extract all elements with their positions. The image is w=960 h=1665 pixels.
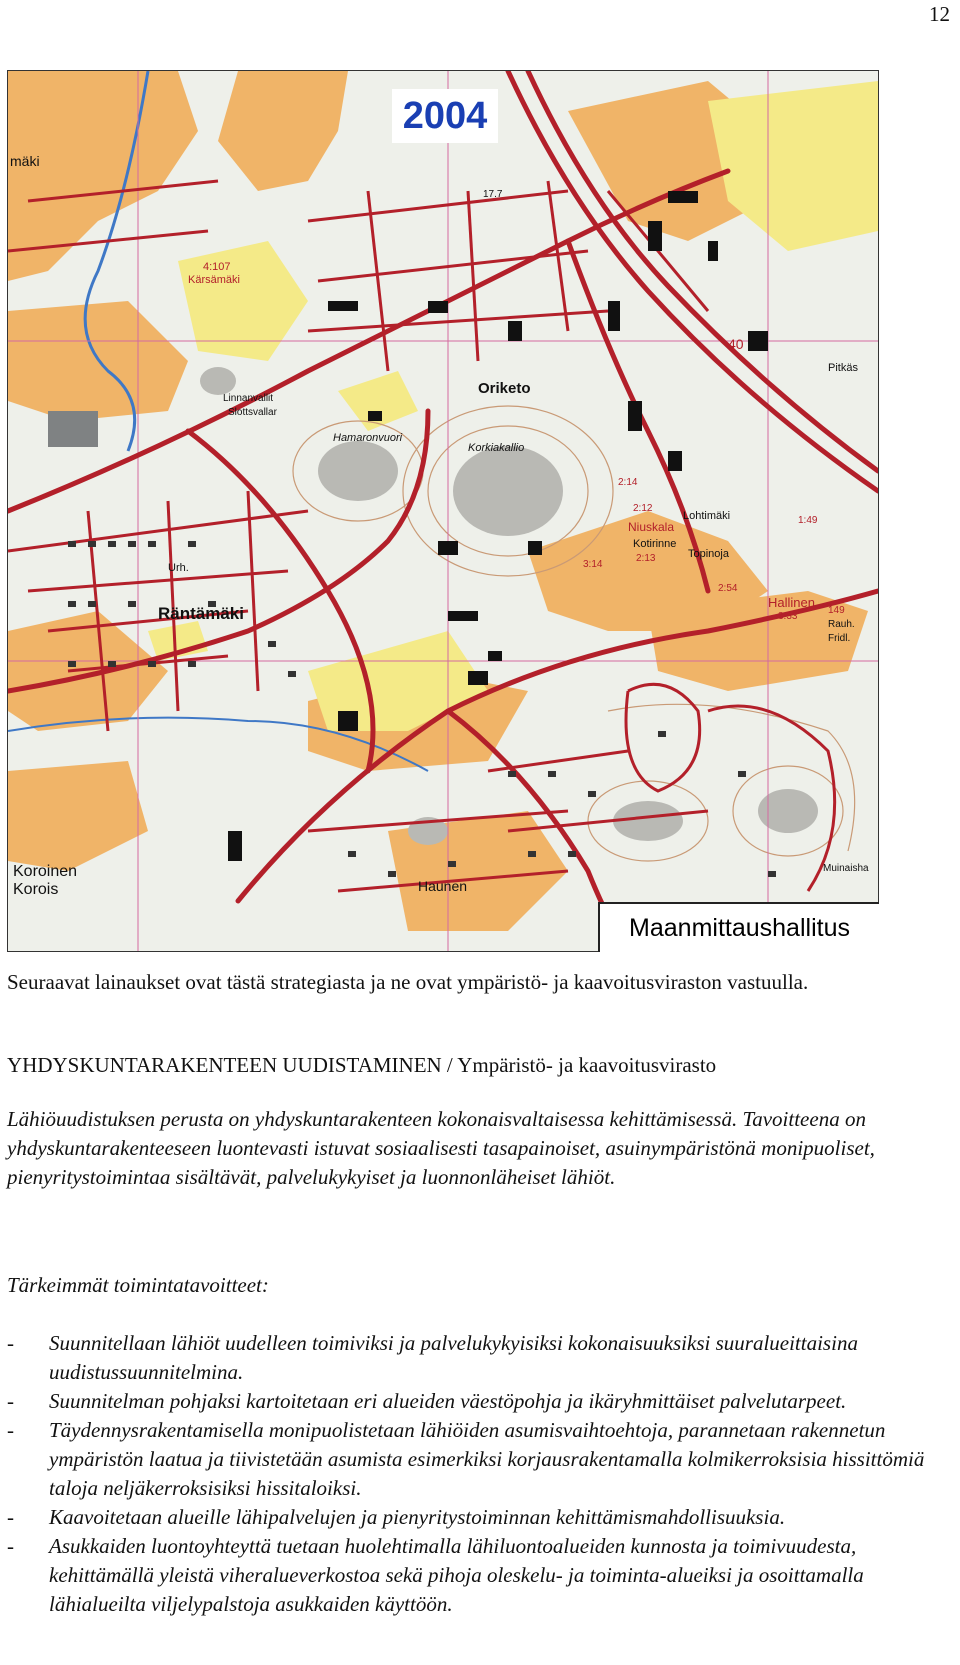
label-height-333: 3:33: [778, 611, 798, 622]
label-hallinen: Hallinen: [768, 595, 815, 610]
label-niuskala: Niuskala: [628, 520, 675, 534]
bullet-marker: -: [7, 1534, 14, 1558]
label-kotirinne: Kotirinne: [633, 538, 677, 550]
goal-text: Suunnitelman pohjaksi kartoitetaan eri alueiden väestöpohja ja ikäryhmittäiset palvelutarpeet.: [49, 1389, 847, 1413]
goal-text: Asukkaiden luontoyhteyttä tuetaan huolehtimalla lähiluontoalueiden kunnosta ja toimivuudesta, kehittämällä yleistä viheralueverkostoa sekä pihoja oleskelu- ja toiminta-alueiksi ja osoittamalla lähialueilta viljelypalstoja asukkaiden käyttöön.: [49, 1534, 864, 1616]
topographic-map: [7, 70, 879, 952]
label-korkiakallio: Korkiakallio: [468, 442, 525, 454]
paragraph-1: Lähiöuudistuksen perusta on yhdyskuntarakenteen kokonaisvaltaisessa kehittämisessä. Tavoitteena on yhdyskuntarakenteeseen luontevasti istuvat sosiaalisesti tasapainoiset, asuinympäristönä monipuoliset, pienyritystoimintaa sisältävät, palvelukykyiset ja luonnonläheiset lähiöt.: [7, 1107, 875, 1189]
label-height-214: 2:14: [618, 477, 638, 488]
goal-text: Suunnitellaan lähiöt uudelleen toimiviksi ja palvelukykyisiksi kokonaisuuksiksi suuralueittaisina uudistussuunnitelmina.: [49, 1331, 858, 1384]
label-linnanvallit: Linnanvallit: [223, 393, 274, 404]
goal-item: [7, 1532, 952, 1619]
label-koroinen: Koroinen: [13, 863, 78, 880]
label-height-314: 3:14: [583, 559, 603, 570]
label-oriketo: Oriketo: [478, 380, 531, 397]
label-urh: Urh.: [168, 562, 189, 574]
section-heading: YHDYSKUNTARAKENTEEN UUDISTAMINEN / Ympäristö- ja kaavoitusvirasto: [7, 1053, 717, 1077]
label-pitkas: Pitkäs: [828, 362, 858, 374]
label-haunen: Haunen: [418, 878, 468, 894]
label-korois: Korois: [13, 881, 59, 898]
map-year-label: 2004: [392, 89, 498, 143]
label-height-212: 2:12: [633, 503, 653, 514]
label-road-40: 40: [728, 336, 744, 352]
label-height-149a: 1:49: [798, 515, 818, 526]
label-fridl: Fridl.: [828, 633, 851, 644]
label-height-177: 17.7: [483, 189, 503, 200]
label-slottsvallar: Slottsvallar: [228, 407, 277, 418]
bullet-marker: -: [7, 1418, 14, 1442]
page-number: 12: [929, 2, 950, 26]
label-karsamaki: Kärsämäki: [188, 274, 240, 286]
label-rantamaki: Räntämäki: [158, 604, 244, 623]
goal-item: [7, 1387, 952, 1416]
label-height-213: 2:13: [636, 553, 656, 564]
label-hamaronvuori: Hamaronvuori: [333, 432, 403, 444]
label-height-149b: 149: [828, 605, 845, 616]
goals-title: Tärkeimmät toimintatavoitteet:: [7, 1273, 269, 1297]
map-source-label: Maanmittaushallitus: [598, 902, 879, 952]
label-lohtimaki: Lohtimäki: [683, 510, 731, 522]
label-maki: mäki: [10, 153, 40, 169]
map-image: [8, 71, 878, 951]
intro-paragraph: Seuraavat lainaukset ovat tästä strategiasta ja ne ovat ympäristö- ja kaavoitusviraston vastuulla.: [7, 970, 809, 994]
goal-item: [7, 1416, 952, 1503]
label-topinoja: Topinoja: [688, 548, 729, 560]
label-height-254: 2:54: [718, 583, 738, 594]
label-height-4107: 4:107: [203, 261, 231, 273]
goal-text: Kaavoitetaan alueille lähipalvelujen ja pienyritystoiminnan kehittämismahdollisuuksia.: [49, 1505, 786, 1529]
goals-list: [7, 1329, 952, 1619]
bullet-marker: -: [7, 1331, 14, 1355]
goal-item: [7, 1329, 952, 1387]
goal-item: [7, 1503, 952, 1532]
goal-text: Täydennysrakentamisella monipuolistetaan lähiöiden asumisvaihtoehtoja, parannetaan rakennetun ympäristön laatua ja tiivistetään asumista esimerkiksi korjausrakentamalla kolmikerroksisia hissittömiä taloja neljäkerroksisiksi hissitaloiksi.: [49, 1418, 925, 1500]
label-muinaisha: Muinaisha: [823, 863, 869, 874]
bullet-marker: -: [7, 1505, 14, 1529]
bullet-marker: -: [7, 1389, 14, 1413]
label-rauh: Rauh.: [828, 619, 855, 630]
